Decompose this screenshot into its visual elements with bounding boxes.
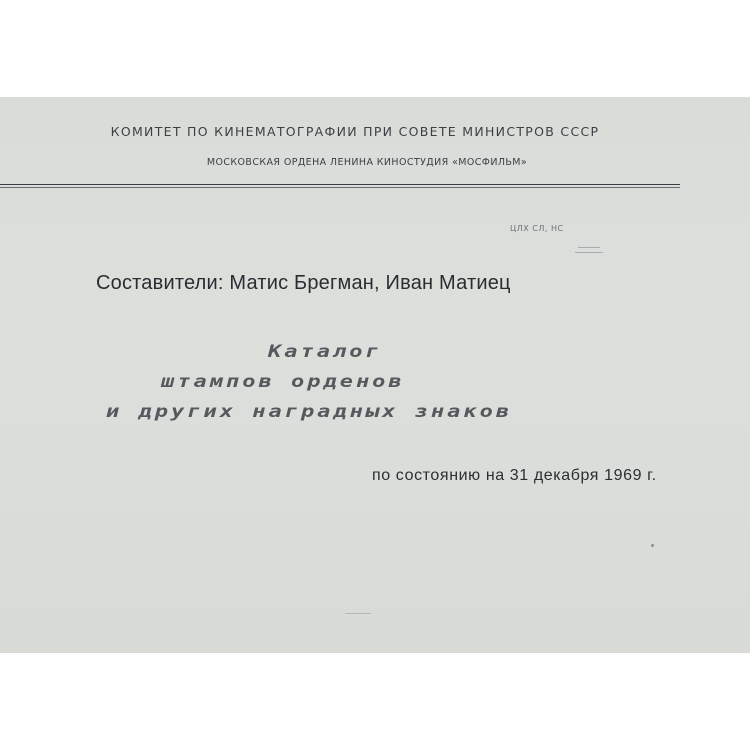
title-line-2: штампов орденов <box>161 372 405 392</box>
faint-mark <box>575 252 603 253</box>
studio-header: МОСКОВСКАЯ ОРДЕНА ЛЕНИНА КИНОСТУДИЯ «МОСФИЛЬМ» <box>206 157 528 168</box>
faint-mark <box>578 247 600 248</box>
title-line-3: и других наградных знаков <box>106 402 513 422</box>
document-sheet <box>0 97 750 653</box>
paper-speck <box>651 544 654 547</box>
header-divider <box>0 184 680 185</box>
title-line-1: Каталог <box>268 342 382 362</box>
handwritten-note: ЦЛХ СЛ, НС <box>510 224 564 233</box>
status-date-line: по состоянию на 31 декабря 1969 г. <box>372 467 657 484</box>
header-divider-thin <box>0 187 680 188</box>
faint-mark <box>345 613 371 614</box>
compilers-line: Составители: Матис Брегман, Иван Матиец <box>96 272 511 294</box>
committee-header: КОМИТЕТ ПО КИНЕМАТОГРАФИИ ПРИ СОВЕТЕ МИНИСТРОВ СССР <box>110 124 600 139</box>
